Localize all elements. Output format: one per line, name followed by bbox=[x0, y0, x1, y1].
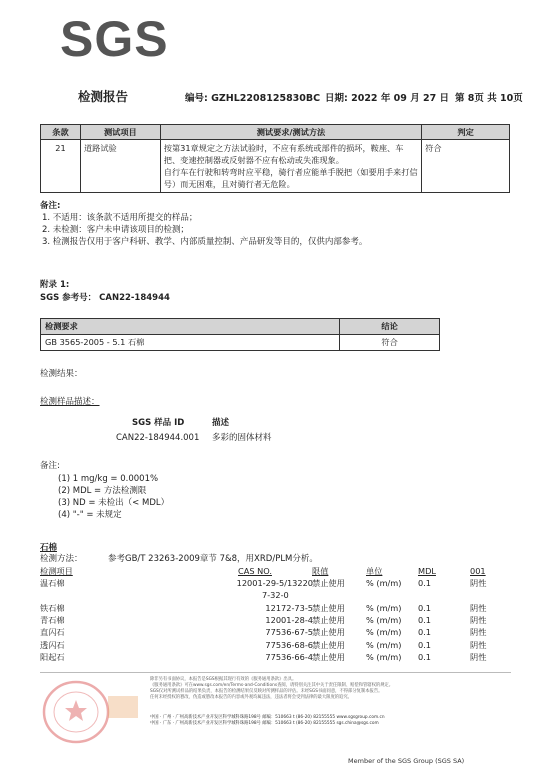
asbestos-cell: 阴性 bbox=[470, 639, 487, 650]
note-4: (4) "-" = 未规定 bbox=[58, 510, 122, 520]
sample-id-header: SGS 样品 ID bbox=[132, 418, 185, 428]
col-verdict: 判定 bbox=[422, 125, 510, 140]
asbestos-cell: 阴性 bbox=[470, 627, 487, 638]
report-number: 编号: GZHL2208125830BC bbox=[185, 93, 321, 104]
asbestos-cell: 0.1 bbox=[418, 614, 432, 625]
footer-line: 《服务通用条款》可在www.sgs.com/en/Terms-and-Conditions查阅，请特别关注其中关于责任限制、赔偿和管辖权的规定。 bbox=[150, 683, 394, 688]
note-3: (3) ND = 未检出（< MDL） bbox=[58, 498, 170, 508]
footer-text bbox=[150, 677, 510, 727]
asbestos-cell: 禁止使用 bbox=[312, 578, 345, 588]
asbestos-cell: 阴性 bbox=[470, 578, 487, 588]
remarks-title: 备注: bbox=[40, 201, 61, 211]
report-date: 日期: 2022 年 09 月 27 日 bbox=[325, 93, 450, 104]
sample-label: 检测样品描述： bbox=[40, 397, 100, 407]
sample-desc-header: 描述 bbox=[212, 418, 230, 428]
asbestos-cell: 直闪石 bbox=[40, 627, 65, 638]
footer-divider bbox=[40, 672, 511, 673]
note-1: (1) 1 mg/kg = 0.0001% bbox=[58, 474, 159, 484]
requirement-cell: GB 3565-2005 - 5.1 石棉 bbox=[41, 335, 340, 351]
sample-desc: 多彩的固体材料 bbox=[212, 433, 272, 443]
asbestos-cell: 0.1 bbox=[418, 602, 432, 613]
asbestos-cell: 0.1 bbox=[418, 627, 432, 638]
asbestos-header-4: MDL bbox=[418, 566, 436, 576]
asbestos-cell: 77536-66-4 bbox=[265, 651, 313, 662]
remark-3: 3. 检测报告仅用于客户科研、教学、内部质量控制、产品研发等目的，仅供内部参考。 bbox=[42, 237, 368, 247]
seal-stamp-icon bbox=[38, 676, 146, 750]
col-clause: 条款 bbox=[41, 125, 81, 140]
notes-title: 备注: bbox=[40, 461, 60, 471]
asbestos-cell: 0.1 bbox=[418, 578, 432, 588]
item-cell: 道路试验 bbox=[80, 140, 160, 193]
appendix-title: 附录 1: bbox=[40, 280, 70, 290]
method-text: 参考GB/T 23263-2009章节 7&8，用XRD/PLM分析。 bbox=[108, 554, 318, 564]
asbestos-cell: 禁止使用 bbox=[312, 614, 345, 625]
asbestos-cell: % (m/m) bbox=[366, 627, 402, 638]
asbestos-cell: 12001-29-5/13220 bbox=[236, 578, 313, 588]
asbestos-cell: 12172-73-5 bbox=[265, 602, 313, 613]
asbestos-cell: 禁止使用 bbox=[312, 651, 345, 662]
method-label: 检测方法： bbox=[40, 554, 83, 564]
sgs-reference: SGS 参考号： CAN22-184944 bbox=[40, 293, 170, 303]
asbestos-cell: % (m/m) bbox=[366, 614, 402, 625]
asbestos-cell: 77536-67-5 bbox=[265, 627, 313, 638]
requirement-p2: 自行车在行驶和转弯时应平稳，骑行者应能单手脱把（如要用手来打信号）而无困难，且对骑行者无危险。 bbox=[163, 167, 418, 189]
note-2: (2) MDL = 方法检测限 bbox=[58, 486, 147, 496]
footer-line: 中国 · 广州 · 广州高新技术产业开发区科学城科珠路198号 邮编：510663 t (86-20) 82155555 www.sgsgroup.com.cn bbox=[150, 715, 385, 720]
asbestos-cell: 0.1 bbox=[418, 651, 432, 662]
footer-line: 中国 · 广东 · 广州高新技术产业开发区科学城科珠路198号 邮编：510663 t (86-20) 82155555 sgs.china@sgs.com bbox=[150, 721, 379, 726]
asbestos-cell: 温石棉 bbox=[40, 578, 65, 588]
page-number: 第 8页 共 10页 bbox=[455, 93, 523, 104]
asbestos-cell: 铁石棉 bbox=[40, 602, 65, 613]
asbestos-cell: 12001-28-4 bbox=[265, 614, 313, 625]
asbestos-cell: 77536-68-6 bbox=[265, 639, 313, 650]
requirement-p1: 按第31章规定之方法试验时，不应有系统或部件的损坏，鞍座、车把、变速控制器或反射器不应有松动或失准现象。 bbox=[163, 143, 404, 165]
footer-line: 除非另有书面协议，本报告是SGS根据其现行有效的《服务通用条款》出具。 bbox=[150, 677, 297, 682]
asbestos-header-2: 限值 bbox=[312, 566, 329, 576]
asbestos-cell: 禁止使用 bbox=[312, 627, 345, 638]
asbestos-header-3: 单位 bbox=[366, 566, 383, 576]
sgs-logo: SGS bbox=[60, 11, 169, 67]
asbestos-cell: % (m/m) bbox=[366, 639, 402, 650]
clause-cell: 21 bbox=[41, 140, 81, 193]
col-requirement: 测试要求/测试方法 bbox=[160, 125, 421, 140]
footer-line: 任何未经授权的篡改、伪造或篡改本报告的内容或外观均属违法，违法者将会受到法律的最大限度的追究。 bbox=[150, 695, 352, 700]
asbestos-cell: % (m/m) bbox=[366, 578, 402, 588]
asbestos-cell: 阳起石 bbox=[40, 651, 65, 662]
remark-1: 1. 不适用：该条款不适用所提交的样品； bbox=[42, 213, 198, 223]
member-text: Member of the SGS Group (SGS SA) bbox=[348, 757, 465, 765]
asbestos-cell: % (m/m) bbox=[366, 651, 402, 662]
asbestos-cell: 阴性 bbox=[470, 614, 487, 625]
asbestos-cell: 青石棉 bbox=[40, 614, 65, 625]
sample-id: CAN22-184944.001 bbox=[116, 433, 200, 443]
asbestos-header-5: 001 bbox=[470, 566, 486, 576]
conclusion-cell: 符合 bbox=[340, 335, 440, 351]
asbestos-cell: 阴性 bbox=[470, 651, 487, 662]
col-conclusion: 结论 bbox=[340, 319, 440, 335]
asbestos-cell: 透闪石 bbox=[40, 639, 65, 650]
asbestos-header-0: 检测项目 bbox=[40, 566, 73, 576]
asbestos-cell: 7-32-0 bbox=[262, 590, 289, 601]
asbestos-cell: 阴性 bbox=[470, 602, 487, 613]
col-requirement: 检测要求 bbox=[41, 319, 340, 335]
asbestos-cell: 0.1 bbox=[418, 639, 432, 650]
col-item: 测试项目 bbox=[80, 125, 160, 140]
asbestos-cell: % (m/m) bbox=[366, 602, 402, 613]
results-label: 检测结果： bbox=[40, 369, 83, 379]
asbestos-cell: 禁止使用 bbox=[312, 602, 345, 613]
remark-2: 2. 未检测：客户未申请该项目的检测； bbox=[42, 225, 189, 235]
asbestos-cell: 禁止使用 bbox=[312, 639, 345, 650]
asbestos-title: 石棉 bbox=[40, 543, 58, 553]
report-title: 检测报告 bbox=[78, 89, 129, 104]
verdict-cell: 符合 bbox=[422, 140, 510, 193]
footer-line: SGS仅对所测试样品的结果负责，本报告的检测结果仅反映对所测样品的评估。未经SGS书面同意，不得部分复制本报告。 bbox=[150, 689, 383, 694]
asbestos-header-1: CAS NO. bbox=[238, 566, 272, 576]
